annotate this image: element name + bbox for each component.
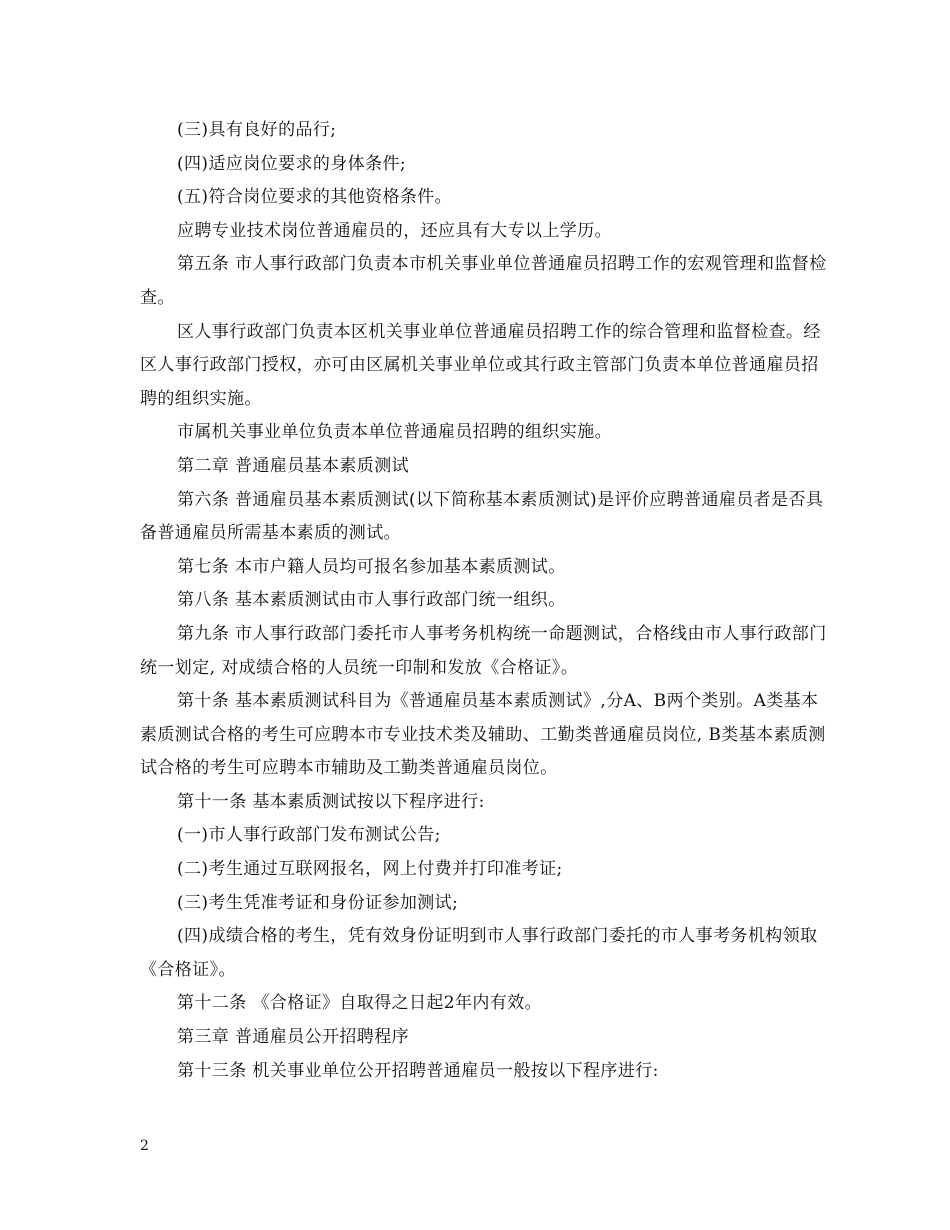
page-number: 2 (140, 1138, 149, 1154)
article-paragraph: 第十三条 机关事业单位公开招聘普通雇员一般按以下程序进行: (177, 1060, 659, 1081)
article-paragraph: 第十一条 基本素质测试按以下程序进行: (177, 791, 485, 812)
list-item: (三)考生凭准考证和身份证参加测试; (177, 892, 459, 913)
article-paragraph: 第九条 市人事行政部门委托市人事考务机构统一命题测试，合格线由市人事行政部门统一划定, 对成绩合格的人员统一印制和发放《合格证》。 (140, 623, 827, 678)
paragraph: 区人事行政部门负责本区机关事业单位普通雇员招聘工作的综合管理和监督检查。经区人事行政部门授权，亦可由区属机关事业单位或其行政主管部门负责本单位普通雇员招聘的组织实施。 (140, 321, 821, 409)
document-body (140, 114, 830, 1088)
paragraph: 市属机关事业单位负责本单位普通雇员招聘的组织实施。 (177, 422, 612, 443)
chapter-heading: 第三章 普通雇员公开招聘程序 (177, 1027, 410, 1048)
list-item: (二)考生通过互联网报名，网上付费并打印准考证; (177, 859, 563, 880)
paragraph: (五)符合岗位要求的其他资格条件。 (177, 187, 453, 208)
paragraph: (四)适应岗位要求的身体条件; (177, 153, 406, 174)
list-item: (一)市人事行政部门发布测试公告; (177, 825, 441, 846)
list-item: (四)成绩合格的考生，凭有效身份证明到市人事行政部门委托的市人事考务机构领取《合格证》。 (140, 926, 818, 980)
paragraph: 应聘专业技术岗位普通雇员的，还应具有大专以上学历。 (177, 220, 612, 241)
article-paragraph: 第七条 本市户籍人员均可报名参加基本素质测试。 (177, 556, 566, 577)
article-paragraph: 第六条 普通雇员基本素质测试(以下简称基本素质测试)是评价应聘普通雇员者是否具备普通雇员所需基本素质的测试。 (140, 489, 824, 544)
paragraph: (三)具有良好的品行; (177, 120, 337, 140)
article-paragraph: 第八条 基本素质测试由市人事行政部门统一组织。 (177, 590, 566, 611)
article-paragraph: 第十条 基本素质测试科目为《普通雇员基本素质测试》,分A、B两个类别。A类基本素质测试合格的考生可应聘本市专业技术类及辅助、工勤类普通雇员岗位, B类基本素质测试合格的考生可应聘本市辅助及工勤类普通雇员岗位。 (140, 691, 826, 779)
chapter-heading: 第二章 普通雇员基本素质测试 (177, 455, 410, 476)
article-paragraph: 第五条 市人事行政部门负责本市机关事业单位普通雇员招聘工作的宏观管理和监督检查。 (140, 254, 827, 308)
article-paragraph: 第十二条 《合格证》自取得之日起2年内有效。 (177, 993, 543, 1014)
